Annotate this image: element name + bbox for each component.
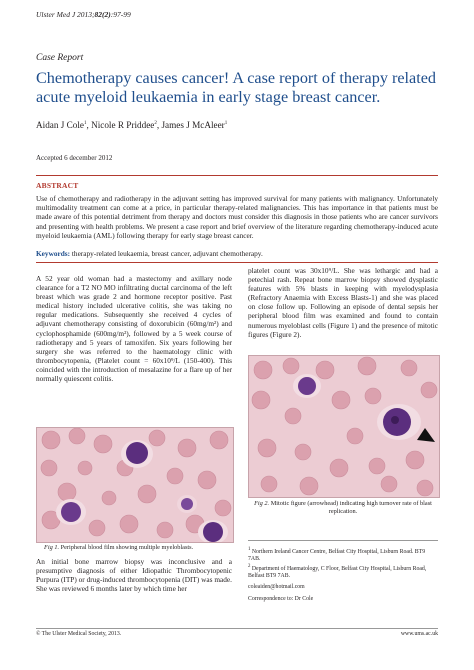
body-left-paragraph-2: An initial bone marrow biopsy was inconclusive and a presumptive diagnosis of either Idiopathic Thrombocytopenic Purpura (ITP) or drug-induced thrombocytopenia (DIT) was made. She was reviewed 6 months later by which time her (36, 557, 232, 594)
footnote-2-number: 2 (248, 564, 251, 569)
author-name: James J McAleer (161, 120, 225, 130)
body-left-paragraph-1: A 52 year old woman had a mastectomy and axillary node clearance for a T2 NO MO infiltrating ductal carcinoma of the left breast which was grade 2 and hormone receptor positive. Past medical history included ulcerative colitis, she was taking no regular medications. Subsequently she received 4 cycles of adjuvant chemotherapy consisting of doxorubicin (60mg/m²) and cyclophosphamide (600mg/m²), followed by a 5 week course of radiotherapy and 5 years of tamoxifen. Six years following her surgery she was referred to the haematology clinic with thrombocytopenia, (Platelet count = 60x10⁹/L (150-400). This coincided with the introduction of mesalazine for a flare up of her normally quiescent colitis. (36, 274, 232, 384)
footnote-1-number: 1 (248, 547, 251, 552)
accepted-date: Accepted 6 december 2012 (36, 154, 113, 162)
figure-2-label: Fig 2. (254, 500, 270, 507)
abstract-bottom-rule (36, 262, 438, 263)
figure-1-caption-text: Peripheral blood film showing multiple myeloblasts. (60, 544, 194, 551)
article-type: Case Report (36, 53, 84, 63)
footer-website-link[interactable]: www.ums.ac.uk (400, 631, 438, 637)
correspondence-email[interactable]: coleaiden@hotmail.com (248, 584, 305, 590)
correspondence-line: Correspondence to: Dr Cole (248, 596, 314, 602)
body-right-paragraph-1: platelet count was 30x10⁹/L. She was lethargic and had a petechial rash. Repeat bone marrow biopsy showed dysplastic features with 5% blasts in keeping with myelodysplasia (Refractory Anaemia with Excess Blasts-1) and she was placed on close follow up. Following an episode of dental sepsis her peripheral blood film was examined and found to contain numerous myeloblast cells (Figure 1) and the presence of mitotic figures (Figure 2). (248, 266, 438, 339)
author-affiliation: 2 (154, 120, 157, 126)
footnote-2-text: Department of Haematology, C Floor, Belfast City Hospital, Lisburn Road, Belfast BT9 7AB. (248, 565, 427, 580)
keywords-label: Keywords: (36, 249, 71, 258)
author-list (36, 120, 227, 130)
journal-year: 2013; (77, 10, 95, 19)
journal-pages: :97-99 (110, 10, 131, 19)
author-affiliation: 1 (83, 120, 87, 126)
footnote-1 (248, 546, 438, 564)
abstract-text: Use of chemotherapy and radiotherapy in the adjuvant setting has improved survival for many patients with malignancy. Unfortunately multimodality treatment can come at a price, in particular therapy-related malignancies. This has importance in that patients must be made aware of this potential detriment from therapy and doctors must consider this diagnosis in those patients who are cancer survivors and presenting with health problems. We present a case report and brief overview of the literature regarding chemotherapy-induced acute myeloid leukaemia (AML) following therapy for early stage breast cancer. (36, 194, 438, 240)
figure-1-caption (44, 544, 224, 552)
blood-film-1 (37, 428, 233, 542)
author-separator: , (156, 120, 162, 130)
footer-copyright: © The Ulster Medical Society, 2013. (36, 631, 122, 637)
abstract-top-rule (36, 175, 438, 176)
figure-2-caption-text: Mitotic figure (arrowhead) indicating high turnover rate of blast replication. (270, 500, 432, 515)
figure-1-image (36, 427, 234, 543)
article-title: Chemotherapy causes cancer! A case report of therapy related acute myeloid leukaemia in early stage breast cancer. (36, 69, 436, 106)
blood-film-2 (249, 356, 439, 497)
footnote-1-text: Northern Ireland Cancer Centre, Belfast City Hospital, Lisburn Road. BT9 7AB. (248, 548, 426, 563)
figure-2-caption (248, 500, 438, 516)
footnote-rule (248, 540, 438, 541)
journal-volume: 82(2) (94, 10, 111, 19)
author-name: Aidan J Cole (36, 120, 84, 130)
journal-name: Ulster Med J (36, 10, 76, 19)
author-affiliation: 1 (224, 120, 228, 126)
keywords-text: therapy-related leukaemia, breast cancer, adjuvant chemotherapy. (71, 249, 263, 258)
author-name: Nicole R Priddee (91, 120, 155, 130)
author-separator: , (86, 120, 92, 130)
journal-citation (36, 10, 131, 19)
figure-2-image (248, 355, 440, 498)
figure-1-label: Fig 1. (44, 544, 60, 551)
abstract-heading: ABSTRACT (36, 181, 79, 190)
footer-rule (36, 628, 438, 629)
footnote-2 (248, 563, 438, 581)
keywords (36, 249, 438, 258)
